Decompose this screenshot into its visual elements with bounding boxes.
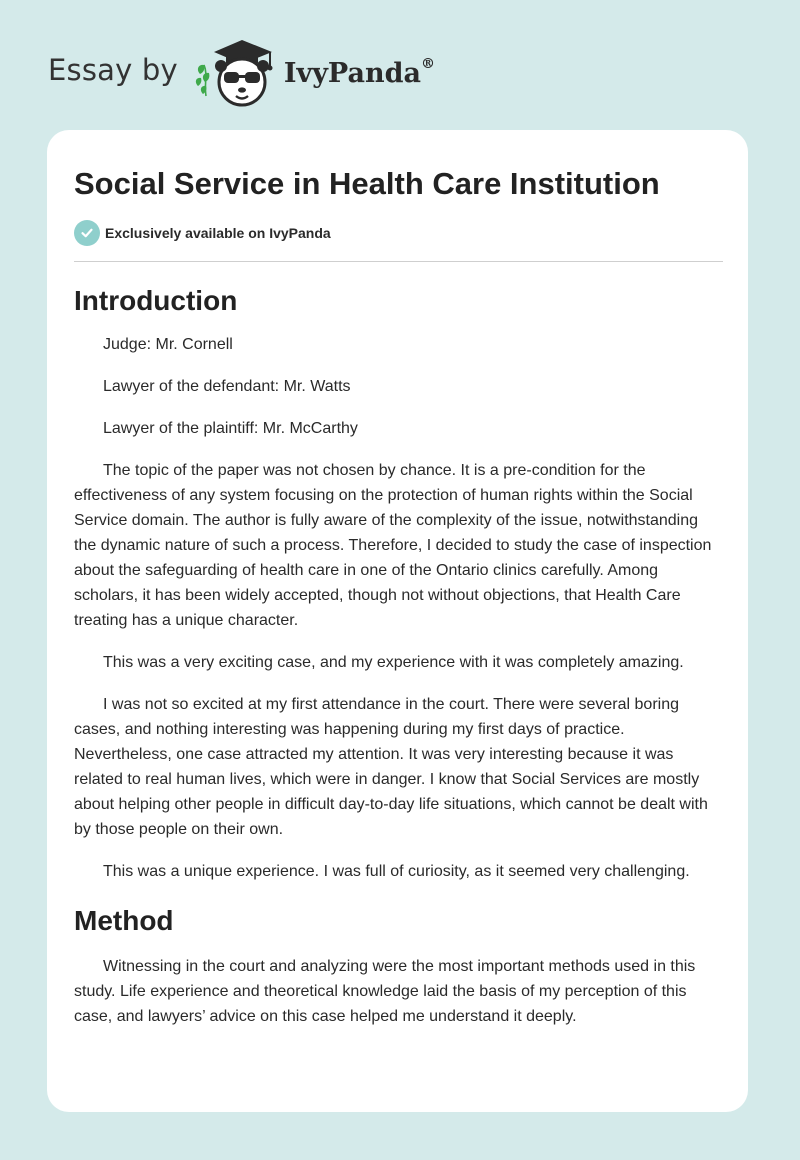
article-title: Social Service in Health Care Institution — [74, 166, 660, 201]
exclusive-badge — [74, 220, 331, 246]
section-heading-introduction: Introduction — [74, 285, 238, 316]
paragraph-defendant-lawyer: Lawyer of the defendant: Mr. Watts — [103, 378, 351, 395]
ivypanda-logo[interactable] — [192, 34, 435, 110]
panda-logo-icon — [192, 34, 282, 110]
section-heading-method: Method — [74, 905, 174, 936]
title-divider — [74, 261, 723, 262]
paragraph-method: Witnessing in the court and analyzing were the most important methods used in this study. Life experience and theoretical knowledge laid the basis of my perception of this case, and lawyers’ advice on this case helped me understand it deeply. — [74, 958, 696, 1025]
essay-by-label: Essay by — [48, 53, 178, 87]
paragraph-plaintiff-lawyer: Lawyer of the plaintiff: Mr. McCarthy — [103, 420, 358, 437]
site-header — [48, 34, 435, 110]
paragraph-exciting-case: This was a very exciting case, and my experience with it was completely amazing. — [103, 654, 684, 671]
paragraph-topic: The topic of the paper was not chosen by chance. It is a pre-condition for the effectiveness of any system focusing on the protection of human rights within the Social Service domain. The author is fully aware of the complexity of the issue, notwithstanding the dynamic nature of such a process. Therefore, I decided to study the case of inspection about the safeguarding of health care in one of the Ontario clinics carefully. Among scholars, it has been widely accepted, though not without objections, that Health Care treating has a unique character. — [74, 462, 712, 629]
article-card — [47, 130, 748, 1112]
paragraph-first-attendance: I was not so excited at my first attendance in the court. There were several boring cases, and nothing interesting was happening during my first days of practice. Nevertheless, one case attracted my attention. It was very interesting because it was related to real human lives, which were in danger. I know that Social Services are mostly about helping other people in difficult day-to-day life situations, which cannot be dealt with by those people on their own. — [74, 696, 708, 838]
exclusive-badge-label: Exclusively available on IvyPanda — [105, 225, 331, 241]
paragraph-unique-experience: This was a unique experience. I was full of curiosity, as it seemed very challenging. — [103, 863, 690, 880]
brand-name: IvyPanda® — [283, 55, 435, 89]
check-icon — [74, 220, 100, 246]
paragraph-judge: Judge: Mr. Cornell — [103, 336, 233, 353]
article-body — [74, 278, 723, 1029]
